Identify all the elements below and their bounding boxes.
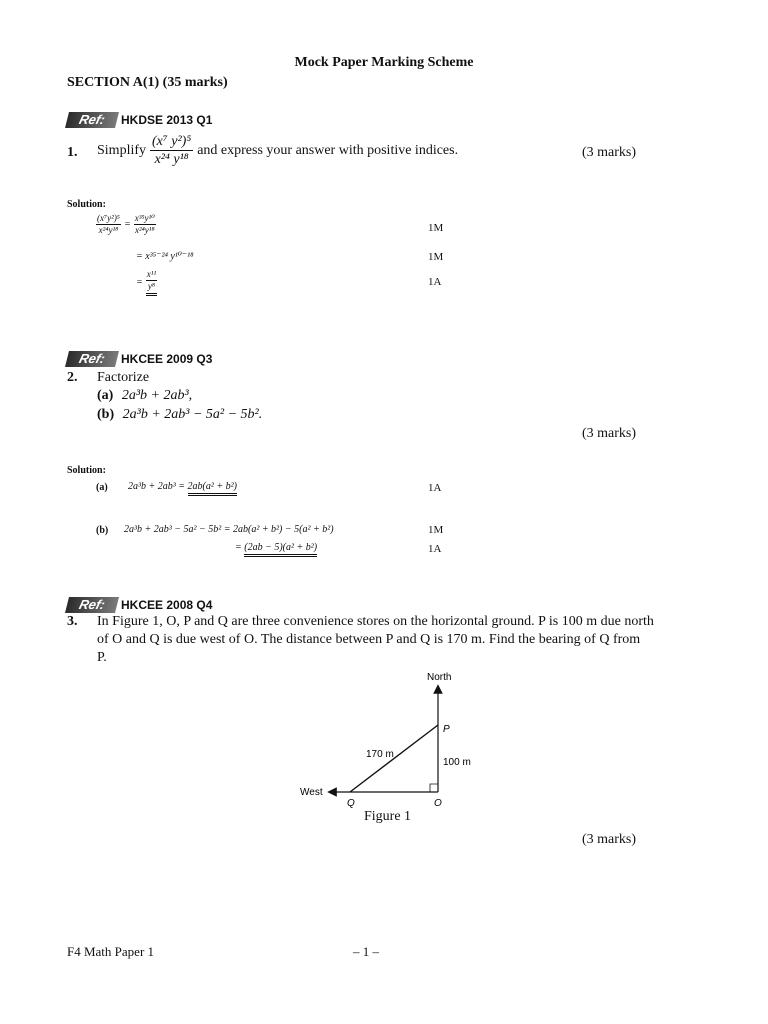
q2-lead: Factorize (97, 370, 150, 385)
fig-p-label: P (443, 724, 450, 735)
q1-solution-step-1: $\frac{\text{(x⁷y²)⁵}}{\text{x²⁴y¹⁸}}$ = $\frac{\text{x³⁵y¹⁰}}{\text{x²⁴y¹⁸}}$ (97, 213, 155, 235)
q1-solution-step-2: = x³⁵⁻²⁴ y¹⁰⁻¹⁸ (136, 251, 194, 262)
q1-ref-text: HKDSE 2013 Q1 (121, 113, 213, 127)
q2-number: 2. (67, 370, 78, 385)
q2-sol-b-mark-2: 1A (428, 543, 442, 555)
q3-ref-text: HKCEE 2008 Q4 (121, 598, 213, 612)
q2-sol-b-eq: = (235, 542, 245, 553)
q2-sol-a-mark: 1A (428, 482, 442, 494)
q1-step-2-mark: 1M (428, 251, 444, 263)
q2-marks: (3 marks) (581, 426, 636, 441)
q1-s3-num: x¹¹ (146, 269, 157, 279)
q2-sol-b-label: (b) (96, 525, 109, 536)
fig-vert-label: 100 m (443, 757, 471, 768)
q2-sol-b-line-2 (235, 542, 317, 553)
q2-sol-a-lhs: 2a³b + 2ab³ = (128, 481, 188, 492)
q2-solution-label: Solution: (67, 465, 106, 476)
q1-step-3-mark: 1A (428, 276, 442, 288)
q1-step-1-mark: 1M (428, 222, 444, 234)
q1-s1-rhs (134, 213, 156, 236)
q3-line-1: In Figure 1, O, P and Q are three convenience stores on the horizontal ground. P is 100 m due north (97, 614, 654, 629)
q2-part-a-label: (a) (97, 388, 114, 403)
q2-part-b-expr: 2a³b + 2ab³ − 5a² − 5b². (122, 407, 263, 422)
q1-s1-lhs-num: (x⁷y²)⁵ (97, 213, 120, 223)
pq-line (350, 725, 438, 792)
footer-page-number: – 1 – (353, 944, 379, 959)
q1-frac-denominator: x²⁴ y¹⁸ (154, 152, 189, 167)
q1-solution-step-3: = $\frac{\text{x¹¹}}{\text{y⁸}}$ (136, 269, 157, 296)
section-heading: SECTION A(1) (35 marks) (67, 75, 228, 90)
q1-solution-label: Solution: (67, 199, 106, 210)
fig-west-label: West (300, 787, 323, 798)
q1-marks: (3 marks) (581, 145, 636, 160)
fig-north-label: North (427, 672, 452, 683)
q3-line-2: of O and Q is due west of O. The distance between P and Q is 170 m. Find the bearing of Q from (97, 632, 641, 647)
q1-s1-lhs (96, 213, 121, 236)
footer-paper-name: F4 Math Paper 1 (67, 944, 155, 959)
q2-part-b (97, 407, 262, 423)
q1-reference (67, 111, 212, 129)
page-title: Mock Paper Marking Scheme (294, 55, 474, 70)
figure-caption: Figure 1 (364, 809, 412, 824)
q3-reference (67, 596, 212, 614)
q2-ref-text: HKCEE 2009 Q3 (121, 352, 213, 366)
q3-number: 3. (67, 614, 78, 629)
q2-sol-b-answer: (2ab − 5)(a² + b²) (244, 542, 317, 557)
q1-fraction (150, 133, 193, 168)
fig-q-label: Q (347, 798, 355, 809)
q1-text: and express your answer with positive indices. (197, 142, 459, 158)
q3-marks: (3 marks) (581, 832, 636, 847)
ref-badge-icon: Ref: (65, 351, 119, 367)
q1-number: 1. (67, 145, 78, 160)
q2-part-b-label: (b) (97, 407, 115, 422)
q2-sol-a (128, 481, 237, 492)
q2-sol-b-mark-1: 1M (428, 524, 444, 536)
q2-sol-a-answer: 2ab(a² + b²) (188, 481, 237, 496)
ref-badge-icon: Ref: (65, 597, 119, 613)
q2-sol-b-line-1: 2a³b + 2ab³ − 5a² − 5b² = 2ab(a² + b²) − 5(a² + b²) (124, 524, 334, 535)
q2-sol-a-label: (a) (96, 482, 108, 493)
right-angle-mark (430, 784, 438, 792)
q1-s1-lhs-den: x²⁴y¹⁸ (98, 225, 119, 235)
q1-s1-rhs-den: x²⁴y¹⁸ (134, 225, 155, 235)
q1-s3-den: y⁸ (147, 281, 156, 291)
q1-s1-rhs-num: x³⁵y¹⁰ (134, 213, 155, 223)
ref-badge-icon: Ref: (65, 112, 119, 128)
fig-o-label: O (434, 798, 442, 809)
q1-frac-numerator: (x⁷ y²)⁵ (152, 134, 192, 149)
q2-reference (67, 350, 212, 368)
q1-lead: Simplify (97, 142, 147, 158)
q3-line-3: P. (97, 650, 107, 665)
q2-part-a-expr: 2a³b + 2ab³, (121, 388, 193, 403)
q3-figure (290, 665, 490, 815)
q2-part-a (97, 388, 192, 404)
fig-hyp-label: 170 m (366, 749, 394, 760)
q1-question (97, 133, 458, 168)
q1-s3-answer (146, 269, 157, 296)
